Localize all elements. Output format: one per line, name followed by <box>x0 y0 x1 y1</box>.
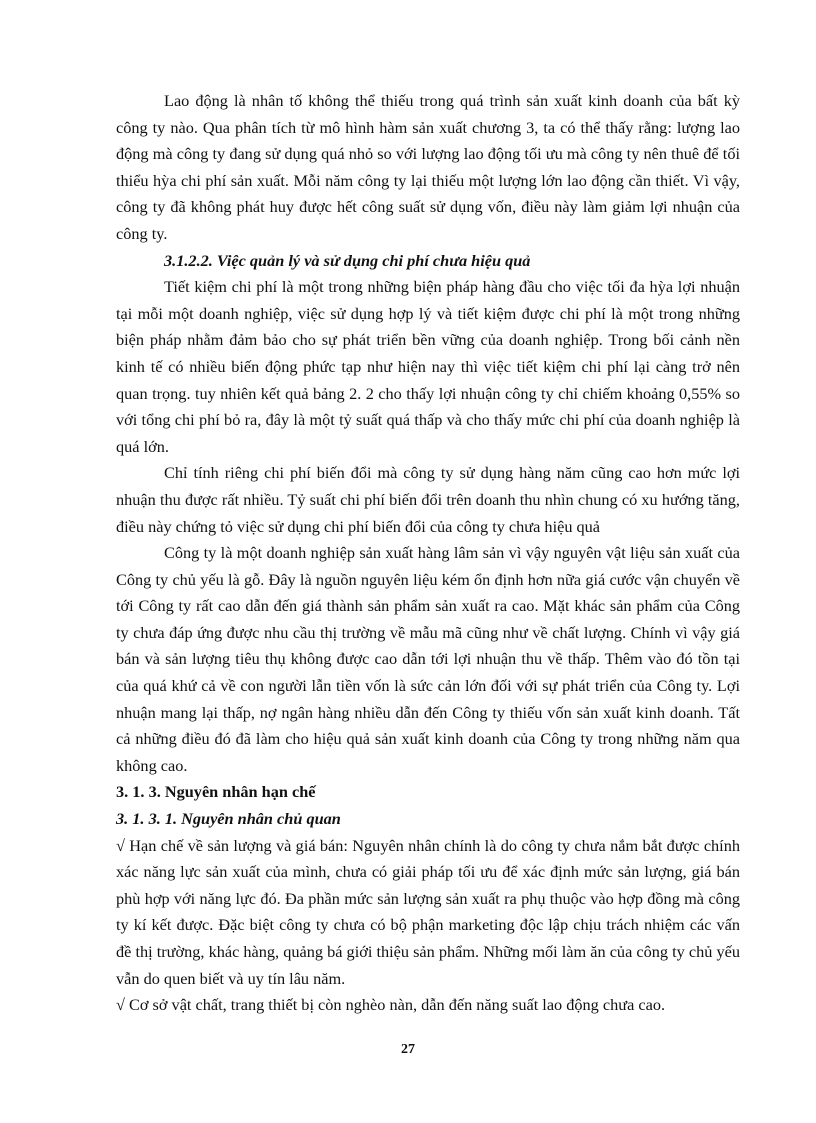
page-number: 27 <box>401 1042 415 1057</box>
document-page <box>116 88 740 1019</box>
bullet-output-price: √ Hạn chế về sản lượng và giá bán: Nguyên nhân chính là do công ty chưa nắm bắt được chính xác năng lực sản xuất của mình, chưa có giải pháp tối ưu để xác định mức sản lượng, giá bán phù hợp với năng lực đó. Đa phần mức sản lượng sản xuất ra phụ thuộc vào hợp đồng mà công ty kí kết được. Đặc biệt công ty chưa có bộ phận marketing độc lập chịu trách nhiệm các vấn đề thị trường, khác hàng, quảng bá giới thiệu sản phẩm. Những mối làm ăn của công ty chủ yếu vẫn do quen biết và uy tín lâu năm. <box>116 835 740 988</box>
bullet-facilities: √ Cơ sở vật chất, trang thiết bị còn nghèo nàn, dẫn đến năng suất lao động chưa cao. <box>116 995 666 1015</box>
section-heading-3-1-3-1: 3. 1. 3. 1. Nguyên nhân chủ quan <box>116 809 341 829</box>
paragraph-labor: Lao động là nhân tố không thể thiếu trong quá trình sản xuất kinh doanh của bất kỳ công ty nào. Qua phân tích từ mô hình hàm sản xuất chương 3, ta có thể thấy rằng: lượng lao động mà công ty đang sử dụng quá nhỏ so với lượng lao động tối ưu mà công ty nên thuê để tối thiểu hỳa chi phí sản xuất. Mỗi năm công ty lại thiếu một lượng lớn lao động cần thiết. Vì vậy, công ty đã không phát huy được hết công suất sử dụng vốn, điều này làm giảm lợi nhuận của công ty. <box>116 91 740 243</box>
paragraph-cost-saving: Tiết kiệm chi phí là một trong những biện pháp hàng đầu cho việc tối đa hỳa lợi nhuận tại mỗi một doanh nghiệp, việc sử dụng hợp lý và tiết kiệm được chi phí là một trong những biện pháp nhằm đảm bảo cho sự phát triển bền vững của doanh nghiệp. Trong bối cảnh nền kinh tế có nhiều biến động phức tạp như hiện nay thì việc tiết kiệm chi phí lại càng trở nên quan trọng. tuy nhiên kết quả bảng 2. 2 cho thấy lợi nhuận công ty chỉ chiếm khoảng 0,55% so với tổng chi phí bỏ ra, đây là một tỷ suất quá thấp và cho thấy mức chi phí của doanh nghiệp là quá lớn. <box>116 277 740 456</box>
paragraph-variable-cost: Chỉ tính riêng chi phí biến đổi mà công ty sử dụng hàng năm cũng cao hơn mức lợi nhuận thu được rất nhiều. Tỷ suất chi phí biến đổi trên doanh thu nhìn chung có xu hướng tăng, điều này chứng tỏ việc sử dụng chi phí biến đổi của công ty chưa hiệu quả <box>116 463 740 536</box>
section-heading-3-1-3: 3. 1. 3. Nguyên nhân hạn chế <box>116 782 316 802</box>
paragraph-forestry-company: Công ty là một doanh nghiệp sản xuất hàng lâm sản vì vậy nguyên vật liệu sản xuất của Công ty chủ yếu là gỗ. Đây là nguồn nguyên liệu kém ổn định hơn nữa giá cước vận chuyển về tới Công ty rất cao dẫn đến giá thành sản phẩm sản xuất ra cao. Mặt khác sản phẩm của Công ty chưa đáp ứng được nhu cầu thị trường về mẫu mã cũng như về chất lượng. Chính vì vậy giá bán và sản lượng tiêu thụ không được cao dẫn tới lợi nhuận thu về thấp. Thêm vào đó tồn tại của quá khứ cả về con người lẫn tiền vốn là sức cản lớn đối với sự phát triển của Công ty. Lợi nhuận mang lại thấp, nợ ngân hàng nhiều dẫn đến Công ty thiếu vốn sản xuất kinh doanh. Tất cả những điều đó đã làm cho hiệu quả sản xuất kinh doanh của Công ty trong những năm qua không cao. <box>116 543 740 775</box>
section-heading-3-1-2-2: 3.1.2.2. Việc quản lý và sử dụng chi phí chưa hiệu quả <box>164 250 531 270</box>
